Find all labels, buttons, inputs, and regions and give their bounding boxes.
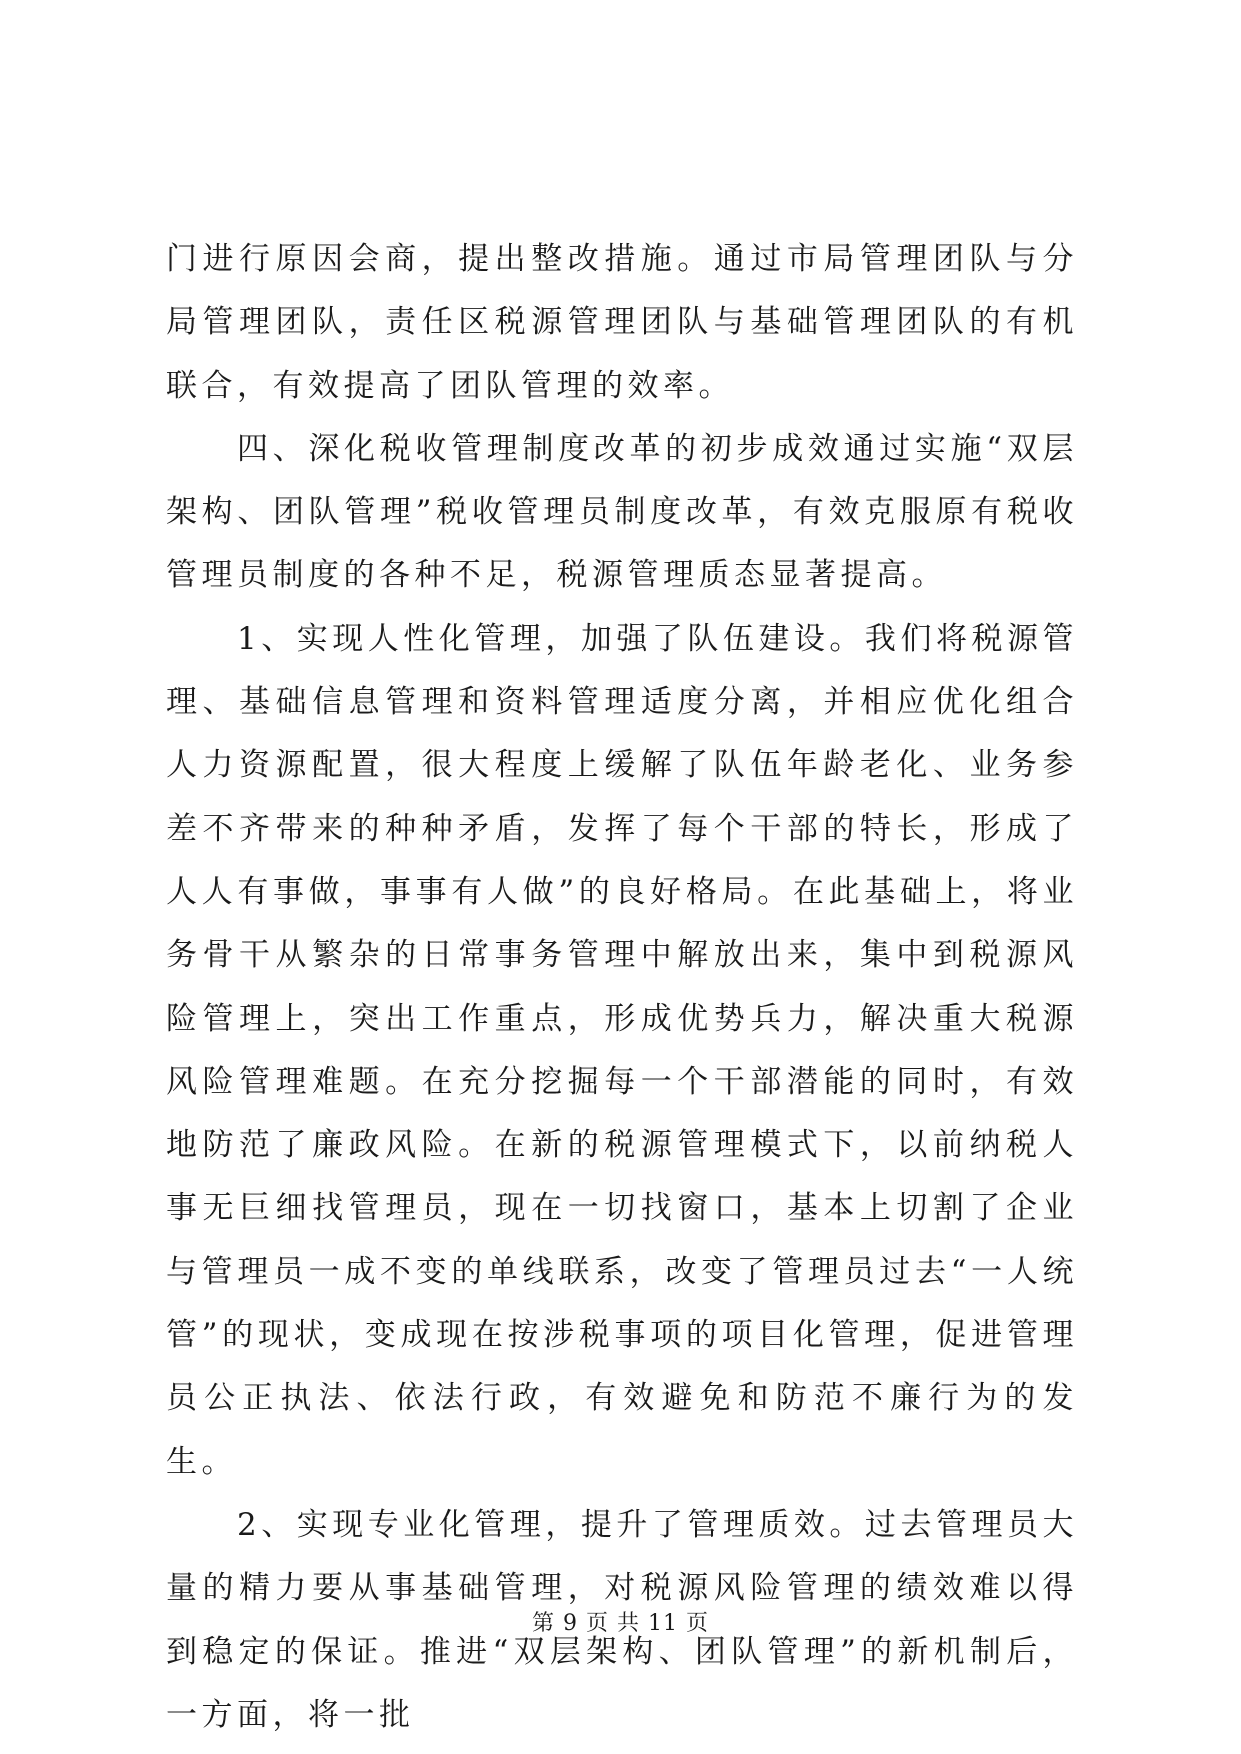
- paragraph-section-four: 四、深化税收管理制度改革的初步成效通过实施“双层架构、团队管理”税收管理员制度改革，有效克服原有税收管理员制度的各种不足，税源管理质态显著提高。: [166, 430, 1078, 594]
- paragraph-point-two: 2、实现专业化管理，提升了管理质效。过去管理员大量的精力要从事基础管理，对税源风险管理的绩效难以得到稳定的保证。推进“双层架构、团队管理”的新机制后，一方面，将一批: [166, 1506, 1078, 1733]
- paragraph-continuation: 门进行原因会商，提出整改措施。通过市局管理团队与分局管理团队，责任区税源管理团队与基础管理团队的有机联合，有效提高了团队管理的效率。: [166, 241, 1078, 404]
- paragraph-point-one: 1、实现人性化管理，加强了队伍建设。我们将税源管理、基础信息管理和资料管理适度分离，并相应优化组合人力资源配置，很大程度上缓解了队伍年龄老化、业务参差不齐带来的种种矛盾，发挥了每个干部的特长，形成了人人有事做，事事有人做”的良好格局。在此基础上，将业务骨干从繁杂的日常事务管理中解放出来，集中到税源风险管理上，突出工作重点，形成优势兵力，解决重大税源风险管理难题。在充分挖掘每一个干部潜能的同时，有效地防范了廉政风险。在新的税源管理模式下，以前纳税人事无巨细找管理员，现在一切找窗口，基本上切割了企业与管理员一成不变的单线联系，改变了管理员过去“一人统管”的现状，变成现在按涉税事项的项目化管理，促进管理员公正执法、依法行政，有效避免和防范不廉行为的发生。: [166, 620, 1078, 1480]
- page-number-footer: 第 9 页 共 11 页: [532, 1611, 709, 1636]
- document-body: [166, 228, 1078, 1747]
